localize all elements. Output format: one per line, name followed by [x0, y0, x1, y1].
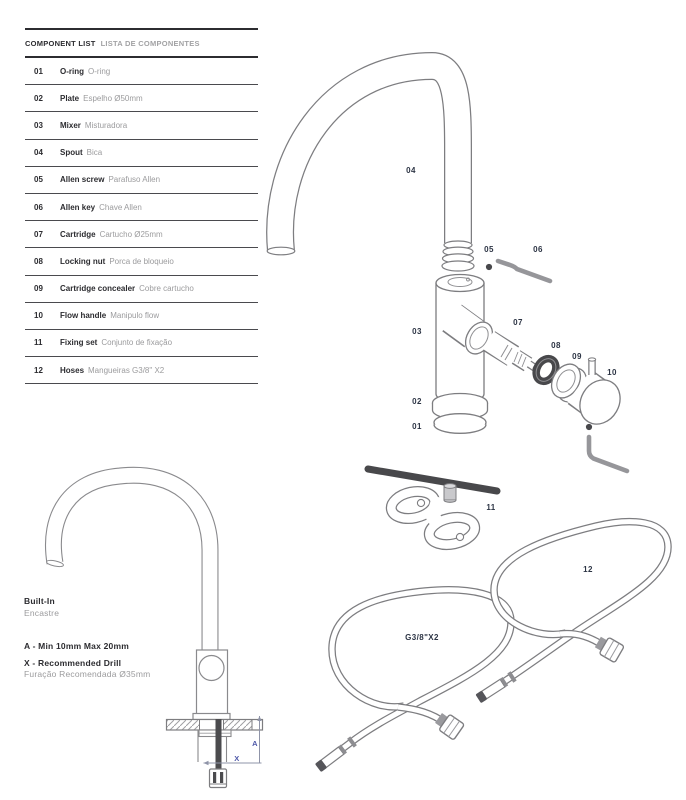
part-label-01: 01	[412, 422, 422, 431]
part-label-11: 11	[486, 503, 496, 512]
fixing-set	[368, 469, 497, 548]
dim-x-note: X - Recommended Drill	[24, 657, 122, 668]
component-name-en: Fixing set	[60, 338, 98, 348]
component-number: 08	[34, 256, 43, 266]
hose-right	[475, 522, 668, 704]
part-label-03: 03	[412, 327, 422, 336]
o-ring	[434, 414, 486, 434]
component-list-title-pt: LISTA DE COMPONENTES	[100, 39, 200, 48]
component-name-pt: Parafuso Allen	[108, 175, 161, 185]
fixing-clamp	[425, 509, 477, 548]
component-name-pt: Chave Allen	[99, 202, 142, 212]
spout-outlet	[267, 247, 295, 255]
dim-label-x: X	[234, 754, 240, 763]
threaded-rod	[216, 719, 222, 770]
allen-key-bottom-icon	[589, 437, 627, 471]
part-label-09: 09	[572, 352, 582, 361]
component-number: 05	[34, 175, 43, 185]
fixing-rod	[368, 469, 497, 491]
component-name-en: Locking nut	[60, 256, 106, 266]
fixing-nut	[210, 769, 227, 788]
component-name-pt: Mangueiras G3/8" X2	[88, 365, 165, 375]
component-name-en: Mixer	[60, 120, 81, 130]
component-number: 03	[34, 120, 43, 130]
allen-key-top-icon	[498, 261, 550, 281]
hose-end-fitting	[315, 744, 347, 772]
dim-x-note-pt: Furação Recomendada Ø35mm	[24, 669, 151, 679]
dim-label-a: A	[252, 739, 258, 748]
install-faucet	[46, 475, 230, 719]
component-number: 07	[34, 229, 43, 239]
component-name-en: O-ring	[60, 66, 84, 76]
countertop-section	[167, 720, 263, 731]
component-name-pt: Misturadora	[84, 120, 128, 130]
part-label-02: 02	[412, 397, 422, 406]
component-name-en: Cartridge concealer	[60, 284, 136, 294]
component-name-pt: Bica	[86, 148, 103, 158]
part-label-04: 04	[406, 166, 416, 175]
hose-end-fitting	[475, 677, 508, 703]
component-name-pt: Manipulo flow	[110, 311, 160, 321]
component-number: 02	[34, 93, 43, 103]
component-name-pt: Conjunto de fixação	[101, 338, 173, 348]
spout-connector	[442, 241, 474, 271]
part-label-07: 07	[513, 318, 523, 327]
component-number: 11	[34, 338, 43, 348]
part-label-12: 12	[583, 565, 593, 574]
allen-screw-icon	[486, 264, 492, 270]
hose-size-label: G3/8"X2	[405, 633, 439, 642]
component-number: 09	[34, 284, 43, 294]
cartridge	[488, 340, 540, 373]
handle-screw-icon	[586, 424, 592, 430]
handle-pin	[588, 358, 595, 376]
component-name-en: Allen screw	[60, 175, 105, 185]
component-number: 12	[34, 365, 43, 375]
part-label-05: 05	[484, 245, 494, 254]
part-label-10: 10	[607, 368, 617, 377]
hose-left	[315, 590, 511, 772]
part-label-08: 08	[551, 341, 561, 350]
component-name-en: Flow handle	[60, 311, 107, 321]
component-name-en: Allen key	[60, 202, 96, 212]
component-name-pt: Cartucho Ø25mm	[99, 229, 163, 239]
component-number: 01	[34, 66, 43, 76]
component-name-pt: O-ring	[88, 66, 111, 76]
component-name-en: Plate	[60, 93, 80, 103]
component-number: 04	[34, 148, 43, 158]
component-number: 10	[34, 311, 43, 321]
component-name-pt: Cobre cartucho	[139, 284, 194, 294]
fixing-cylinder-nut	[444, 484, 456, 503]
spout-drawing	[267, 66, 458, 255]
component-name-pt: Porca de bloqueio	[109, 256, 174, 266]
component-name-pt: Espelho Ø50mm	[83, 93, 143, 103]
dim-a-note: A - Min 10mm Max 20mm	[24, 641, 129, 651]
builtin-title-en: Built-In	[24, 596, 55, 606]
component-list-title-en: COMPONENT LIST	[25, 39, 96, 48]
component-number: 06	[34, 202, 43, 212]
part-label-06: 06	[533, 245, 543, 254]
builtin-title-pt: Encastre	[24, 607, 60, 618]
component-name-en: Spout	[60, 148, 83, 158]
component-name-en: Hoses	[60, 365, 85, 375]
component-name-en: Cartridge	[60, 229, 96, 239]
